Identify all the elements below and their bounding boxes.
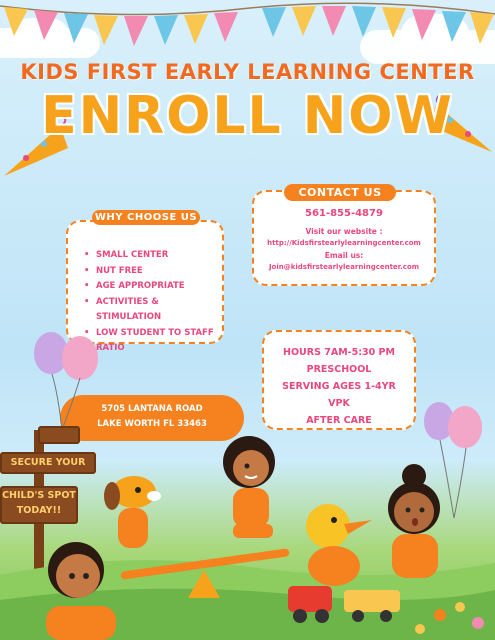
headline: ENROLL NOW [41, 86, 454, 146]
email-label: Email us: [324, 251, 364, 260]
hours-line: AFTER CARE [306, 415, 372, 426]
phone-number: 561-855-4879 [305, 208, 383, 219]
website-label: Visit our website : [305, 227, 383, 236]
why-choose-title: WHY CHOOSE US [92, 210, 200, 225]
email-address: Join@kidsfirstearlylearningcenter.com [268, 263, 420, 271]
why-choose-list [84, 248, 222, 357]
list-item: • RATIO [84, 341, 222, 357]
girl-character-icon [215, 432, 295, 562]
hours-list [264, 344, 414, 429]
hours-line: VPK [328, 398, 350, 409]
boy-character-icon [36, 536, 126, 640]
contact-box [252, 190, 436, 286]
sign-line: TODAY!! [16, 505, 62, 516]
list-item: • NUT FREE [84, 264, 222, 280]
address-line-1: 5705 LANTANA ROAD [101, 404, 203, 414]
list-item: • ACTIVITIES & STIMULATION [84, 295, 222, 326]
hours-line: SERVING AGES 1-4YR [282, 381, 396, 392]
hours-line: HOURS 7AM-5:30 PM [283, 347, 395, 358]
center-name: KIDS FIRST EARLY LEARNING CENTER [20, 60, 475, 84]
list-item: • LOW STUDENT TO STAFF [84, 326, 222, 342]
website-url: http://Kidsfirstearlylearningcenter.com [267, 239, 421, 247]
list-item: • AGE APPROPRIATE [84, 279, 222, 295]
child-with-bun-icon [378, 464, 448, 584]
balloon-strings [40, 372, 100, 432]
duck-icon [300, 498, 380, 588]
sign-plank [38, 426, 80, 444]
sign-plank [0, 486, 78, 524]
list-item: • SMALL CENTER [84, 248, 222, 264]
sign-plank: SECURE YOUR [0, 452, 96, 474]
address-line-2: LAKE WORTH FL 33463 [97, 419, 207, 429]
contact-title: CONTACT US [284, 184, 396, 201]
hours-line: PRESCHOOL [306, 364, 372, 375]
why-choose-box [66, 220, 224, 353]
hours-box [262, 330, 416, 430]
sign-line: CHILD'S SPOT [2, 490, 76, 501]
